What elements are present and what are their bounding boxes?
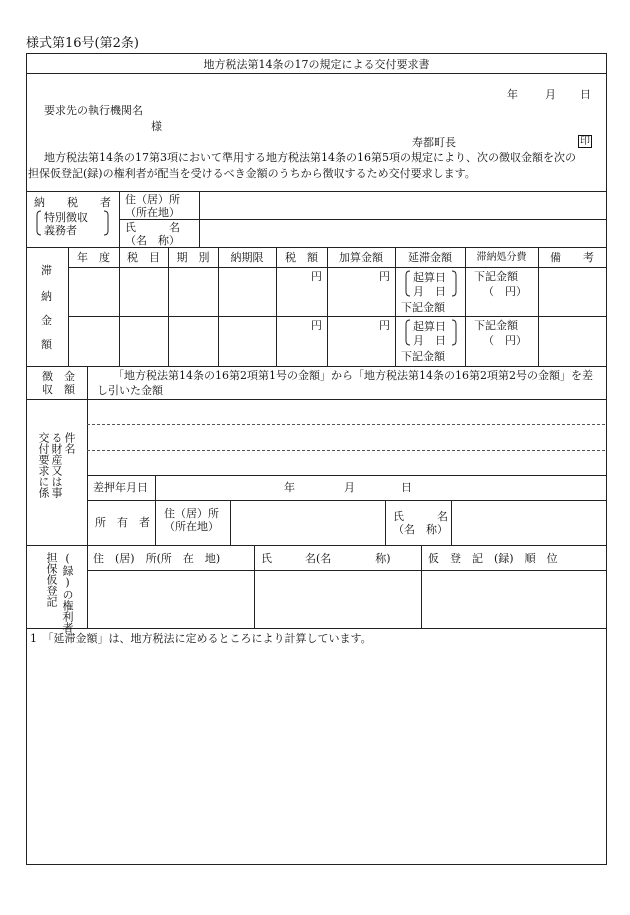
owner-address-label-2: （所在地）: [164, 520, 219, 533]
header-fiscal-year: 年 度: [77, 251, 110, 264]
seizure-year: 年: [284, 481, 295, 494]
body-line-1: 地方税法第14条の17第3項において準用する地方税法第14条の16第5項の規定により、次の徴収金額を次の: [44, 151, 576, 164]
security-col-address: 住 (居) 所(所 在 地): [93, 552, 221, 565]
security-col-name: 氏 名(名 称): [261, 552, 391, 565]
arrears-side-3: 金: [41, 314, 52, 327]
security-side-col-2: (録)の権利者: [61, 552, 74, 633]
header-period: 期 別: [176, 251, 210, 264]
header-remarks: 備 考: [550, 251, 594, 264]
property-side-col-1: 件名: [63, 432, 76, 454]
taxpayer-label: 納 税 者: [34, 196, 111, 209]
row1-kisan-monthday: 月 日: [413, 285, 446, 298]
collection-label-1: 徴 金: [42, 370, 75, 383]
row2-cost-yen: （ 円）: [483, 334, 527, 347]
header-due-date: 納期限: [230, 251, 264, 264]
form-title: 地方税法第14条の17の規定による交付要求書: [203, 58, 430, 71]
seizure-day: 日: [401, 481, 412, 494]
owner-label: 所 有 者: [95, 516, 150, 529]
seizure-date-label: 差押年月日: [93, 481, 148, 494]
issuer-name: 寿都町長: [412, 136, 456, 149]
header-disposition-cost: 滞納処分費: [476, 252, 527, 263]
row2-kisan-monthday: 月 日: [413, 334, 446, 347]
seal-mark: 印: [580, 136, 590, 147]
recipient-honorific: 様: [151, 120, 162, 133]
property-side-col-2: る財産又は事: [50, 432, 63, 498]
row1-tax-yen: 円: [311, 270, 322, 283]
taxpayer-sub-1: 特別徴収: [44, 211, 88, 224]
row1-kisan-date-label: 起算日: [413, 271, 446, 284]
row2-additional-yen: 円: [379, 319, 390, 332]
header-additional-amount: 加算金額: [339, 251, 383, 264]
body-line-2: 担保仮登記(録)の権利者が配当を受けるべき金額のうちから徴収するため交付要求します。: [28, 167, 476, 180]
security-col-order: 仮 登 記 (録) 順 位: [428, 552, 558, 565]
row1-cost-yen: （ 円）: [483, 285, 527, 298]
row2-tax-yen: 円: [311, 319, 322, 332]
header-tax-item: 税 目: [127, 251, 160, 264]
row2-cost-below-amount: 下記金額: [474, 319, 518, 332]
row2-late-below-amount: 下記金額: [401, 350, 445, 363]
taxpayer-sub-2: 義務者: [44, 224, 77, 237]
row2-kisan-date-label: 起算日: [413, 320, 446, 333]
taxpayer-address-label-1: 住（居）所: [125, 193, 180, 206]
arrears-side-1: 滞: [41, 264, 52, 277]
row1-additional-yen: 円: [379, 270, 390, 283]
header-late-charge: 延滞金額: [408, 251, 452, 264]
collection-text-2: し引いた金額: [97, 384, 163, 397]
security-side-col-1: 担保仮登記: [45, 552, 58, 607]
footnote: 1 「延滞金額」は、地方税法に定めるところにより計算しています。: [30, 632, 372, 645]
arrears-side-4: 額: [41, 338, 52, 351]
property-side-col-3: 交付要求に係: [37, 432, 50, 498]
seizure-month: 月: [344, 481, 355, 494]
form-number: 様式第16号(第2条): [26, 36, 139, 51]
owner-address-label-1: 住（居）所: [164, 507, 219, 520]
date-month: 月: [545, 88, 556, 101]
collection-text-1: 「地方税法第14条の16第2項第1号の金額」から「地方税法第14条の16第2項第2号の金額」を差: [113, 369, 593, 382]
header-tax-amount: 税 額: [285, 251, 318, 264]
recipient-label: 要求先の執行機関名: [44, 104, 143, 117]
owner-name-label-2: （名 称）: [393, 523, 448, 536]
arrears-side-2: 納: [41, 290, 52, 303]
collection-label-2: 収 額: [42, 383, 75, 396]
taxpayer-address-label-2: （所在地）: [125, 206, 180, 219]
owner-name-label-1: 氏 名: [393, 510, 448, 523]
taxpayer-name-label-2: （名 称）: [125, 234, 180, 247]
date-year: 年: [507, 88, 518, 101]
row1-late-below-amount: 下記金額: [401, 301, 445, 314]
row1-cost-below-amount: 下記金額: [474, 270, 518, 283]
date-day: 日: [580, 88, 591, 101]
taxpayer-name-label-1: 氏 名: [125, 221, 180, 234]
